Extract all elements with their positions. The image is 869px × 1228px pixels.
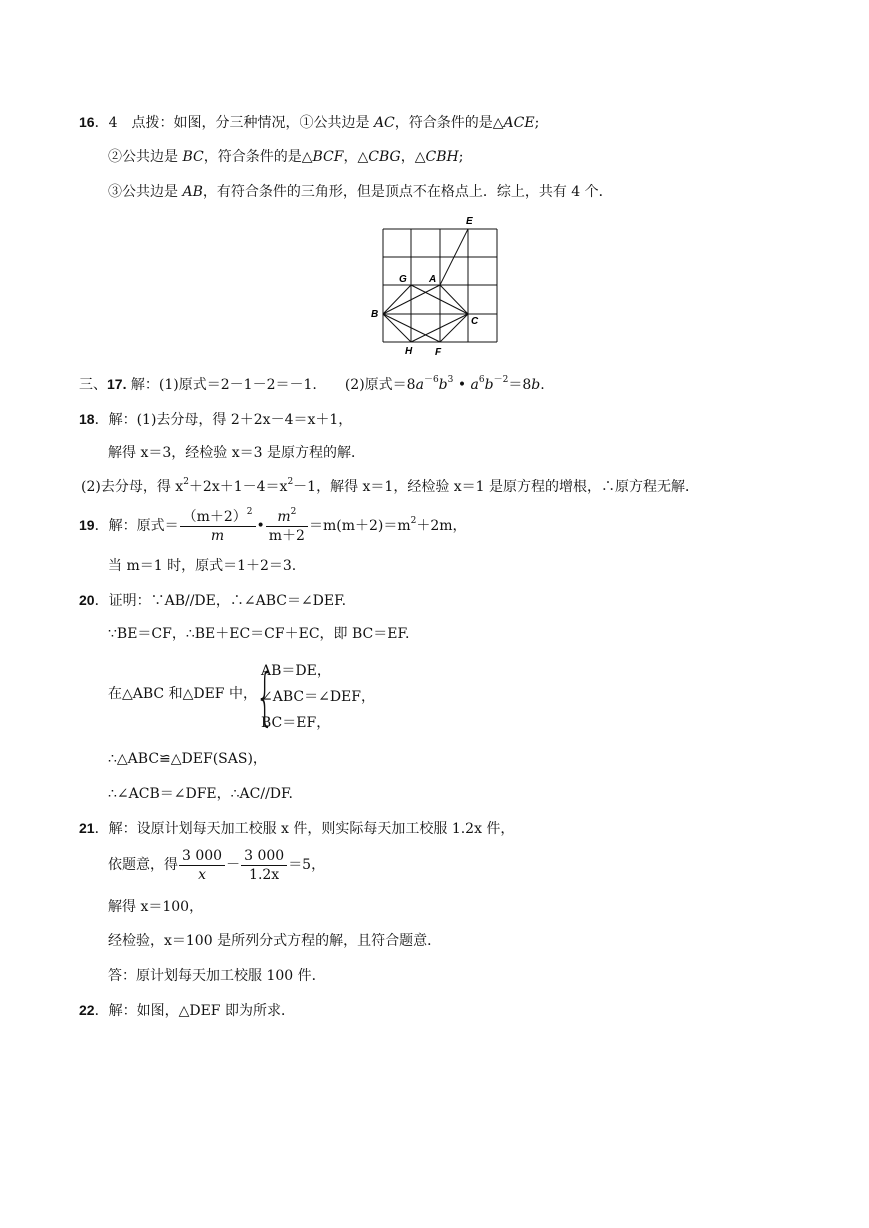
text: 解：(1)原式＝2－1－2＝－1. (2)原式＝8 xyxy=(126,377,416,393)
text: BC xyxy=(182,149,204,165)
text: 三、 xyxy=(79,377,107,393)
condition-1: AB＝DE， xyxy=(261,663,331,679)
exponent: 2 xyxy=(410,516,417,526)
numerator: 3 000 xyxy=(241,847,287,866)
problem-number: 18 xyxy=(79,411,95,427)
problem-16-line-1 xyxy=(79,113,539,132)
problem-16-line-3 xyxy=(108,183,613,201)
numerator: 3 000 xyxy=(179,847,225,866)
problem-21-line-5: 答：原计划每天加工校服 100 件． xyxy=(108,968,326,984)
text: ＝m(m＋2)＝m xyxy=(308,518,411,534)
label-h: H xyxy=(405,346,413,357)
problem-21-line-4: 经检验，x＝100 是所列分式方程的解，且符合题意． xyxy=(108,933,442,949)
problem-20-line-3: 在△ABC 和△DEF 中， xyxy=(108,686,257,702)
fraction xyxy=(180,508,256,545)
text: ．解：如图，△DEF 即为所求． xyxy=(94,1003,295,1019)
problem-21-line-2 xyxy=(108,846,325,884)
denominator: x xyxy=(198,866,206,883)
problem-17 xyxy=(79,375,545,394)
label-f: F xyxy=(435,347,442,358)
problem-19-line-1 xyxy=(79,506,467,545)
problem-number: 19 xyxy=(79,517,95,533)
text: • xyxy=(256,518,265,534)
text: b xyxy=(484,377,494,393)
fraction xyxy=(241,847,287,884)
text: ＝8 xyxy=(508,377,532,393)
text: ACE xyxy=(503,115,535,131)
text: ．解：原式＝ xyxy=(94,518,179,534)
text: a xyxy=(415,377,424,393)
problem-18-line-3 xyxy=(81,478,699,496)
text: －1，解得 x＝1，经检验 x＝1 是原方程的增根，∴原方程无解． xyxy=(293,479,700,495)
problem-number: 22 xyxy=(79,1002,95,1018)
exponent: 2 xyxy=(246,506,253,517)
numerator: m xyxy=(277,508,291,525)
problem-20-line-1 xyxy=(79,591,346,610)
text: ，△ xyxy=(400,149,426,165)
exponent: －2 xyxy=(493,375,509,385)
text: ＝5， xyxy=(288,857,326,873)
text: BCF xyxy=(312,149,344,165)
exponent: －6 xyxy=(423,375,439,385)
exponent: 3 xyxy=(447,375,454,385)
text: － xyxy=(226,857,241,873)
text: ，有符合条件的三角形，但是顶点不在格点上．综上，共有 4 个． xyxy=(202,184,613,200)
problem-number: 17. xyxy=(107,376,127,392)
text: ．解：设原计划每天加工校服 x 件，则实际每天加工校服 1.2x 件， xyxy=(94,821,515,837)
text: ②公共边是 xyxy=(108,149,183,165)
text: ，△ xyxy=(343,149,369,165)
text: ＋2x＋1－4＝x xyxy=(188,479,288,495)
problem-number: 21 xyxy=(79,820,95,836)
text: ; xyxy=(534,115,540,131)
problem-18-line-1 xyxy=(79,410,352,429)
condition-2: ∠ABC＝∠DEF， xyxy=(261,689,375,705)
text: AC xyxy=(373,115,395,131)
denominator: m xyxy=(210,527,225,544)
label-g: G xyxy=(399,274,407,285)
problem-22-line-1 xyxy=(79,1001,295,1020)
fraction xyxy=(266,508,308,545)
text: ，符合条件的是△ xyxy=(203,149,313,165)
condition-3: BC＝EF， xyxy=(261,715,331,731)
problem-16-line-2 xyxy=(108,148,463,166)
denominator: m＋2 xyxy=(268,527,305,544)
text: AB xyxy=(182,184,203,200)
text: ．4 点拨：如图，分三种情况，①公共边是 xyxy=(94,115,374,131)
text: (2)去分母，得 x xyxy=(81,479,184,495)
text: CBH xyxy=(425,149,459,165)
exponent: 2 xyxy=(287,477,294,487)
brace: { xyxy=(256,660,274,733)
problem-20-line-5: ∴∠ACB＝∠DFE，∴AC//DF. xyxy=(108,786,294,802)
numerator: （m＋2） xyxy=(182,508,247,525)
text: . xyxy=(540,377,545,393)
exponent: 2 xyxy=(183,477,189,487)
problem-number: 16 xyxy=(79,114,95,130)
exponent: 2 xyxy=(290,506,297,517)
label-b: B xyxy=(371,309,379,320)
text: b xyxy=(531,377,541,393)
problem-18-line-2: 解得 x＝3，经检验 x＝3 是原方程的解． xyxy=(108,445,365,461)
problem-19-line-2: 当 m＝1 时，原式＝1＋2＝3. xyxy=(108,558,297,574)
text: ．解：(1)去分母，得 2＋2x－4＝x＋1， xyxy=(94,412,353,428)
problem-number: 20 xyxy=(79,592,95,608)
text: CBG xyxy=(368,149,401,165)
problem-20-line-2: ∵BE＝CF，∴BE＋EC＝CF＋EC，即 BC＝EF. xyxy=(108,626,410,642)
text: ③公共边是 xyxy=(108,184,183,200)
label-c: C xyxy=(471,316,479,327)
text: ，符合条件的是△ xyxy=(394,115,504,131)
text: b xyxy=(438,377,448,393)
text: ．证明：∵AB//DE，∴∠ABC＝∠DEF. xyxy=(94,593,347,609)
denominator: 1.2x xyxy=(249,866,280,883)
problem-21-line-3: 解得 x＝100， xyxy=(108,899,204,915)
text: ＋2m， xyxy=(416,518,467,534)
text: • xyxy=(453,377,471,393)
text: 依题意，得 xyxy=(108,857,178,873)
label-e: E xyxy=(466,216,473,227)
problem-21-line-1 xyxy=(79,819,514,838)
grid-figure xyxy=(368,213,508,359)
text: ; xyxy=(458,149,464,165)
exponent: 6 xyxy=(478,375,485,385)
fraction xyxy=(179,847,225,884)
problem-20-line-4: ∴△ABC≌△DEF(SAS)， xyxy=(108,751,267,767)
label-a: A xyxy=(429,274,437,285)
text: a xyxy=(470,377,479,393)
